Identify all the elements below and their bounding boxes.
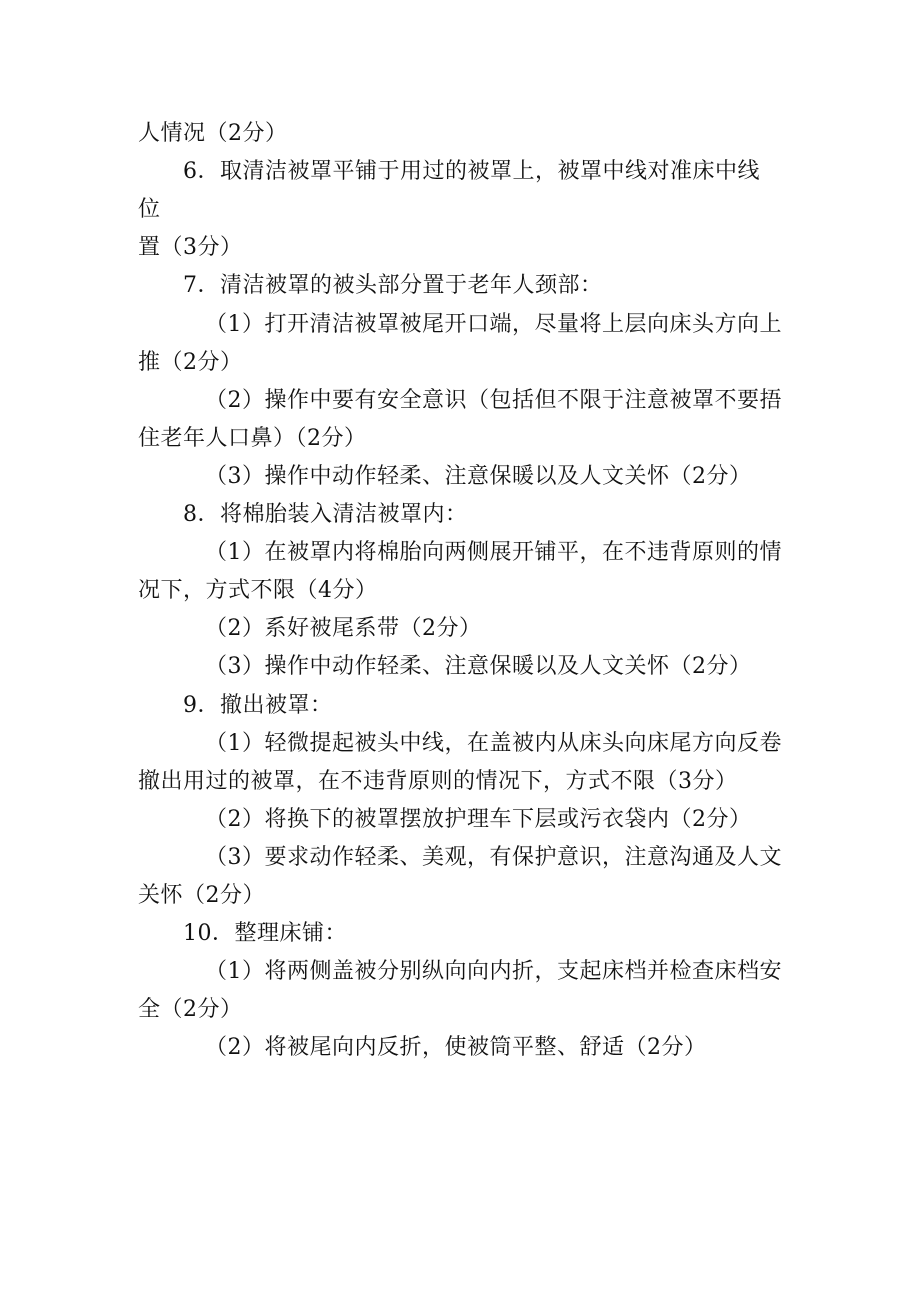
- text-line: 人情况（2分）: [138, 121, 288, 146]
- text-line: （2）将被尾向内反折，使被筒平整、舒适（2分）: [205, 1035, 707, 1060]
- text-line: （1）在被罩内将棉胎向两侧展开铺平，在不违背原则的情: [205, 540, 782, 565]
- text-line: 置（3分）: [138, 235, 243, 260]
- text-line: （3）操作中动作轻柔、注意保暖以及人文关怀（2分）: [205, 654, 752, 679]
- text-line: （3）操作中动作轻柔、注意保暖以及人文关怀（2分）: [205, 464, 752, 489]
- text-line: 9．撤出被罩：: [183, 693, 333, 718]
- text-line: 全（2分）: [138, 997, 243, 1022]
- text-line: 撤出用过的被罩，在不违背原则的情况下，方式不限（3分）: [138, 769, 738, 794]
- text-line: （1）打开清洁被罩被尾开口端，尽量将上层向床头方向上: [205, 312, 782, 337]
- text-line: 位: [138, 197, 161, 222]
- text-line: 8．将棉胎装入清洁被罩内：: [183, 502, 468, 527]
- text-line: （2）操作中要有安全意识（包括但不限于注意被罩不要捂: [205, 388, 782, 413]
- text-line: 况下，方式不限（4分）: [138, 578, 378, 603]
- text-line: 10．整理床铺：: [183, 921, 347, 946]
- text-line: 住老年人口鼻）（2分）: [138, 426, 367, 451]
- text-line: （1）轻微提起被头中线，在盖被内从床头向床尾方向反卷: [205, 731, 782, 756]
- text-line: 6．取清洁被罩平铺于用过的被罩上，被罩中线对准床中线: [183, 159, 760, 184]
- text-line: 推（2分）: [138, 350, 243, 375]
- text-line: 7．清洁被罩的被头部分置于老年人颈部：: [183, 273, 603, 298]
- text-line: （1）将两侧盖被分别纵向向内折，支起床档并检查床档安: [205, 959, 782, 984]
- text-line: 关怀（2分）: [138, 883, 265, 908]
- text-line: （2）将换下的被罩摆放护理车下层或污衣袋内（2分）: [205, 807, 752, 832]
- text-line: （2）系好被尾系带（2分）: [205, 616, 482, 641]
- text-line: （3）要求动作轻柔、美观，有保护意识，注意沟通及人文: [205, 845, 782, 870]
